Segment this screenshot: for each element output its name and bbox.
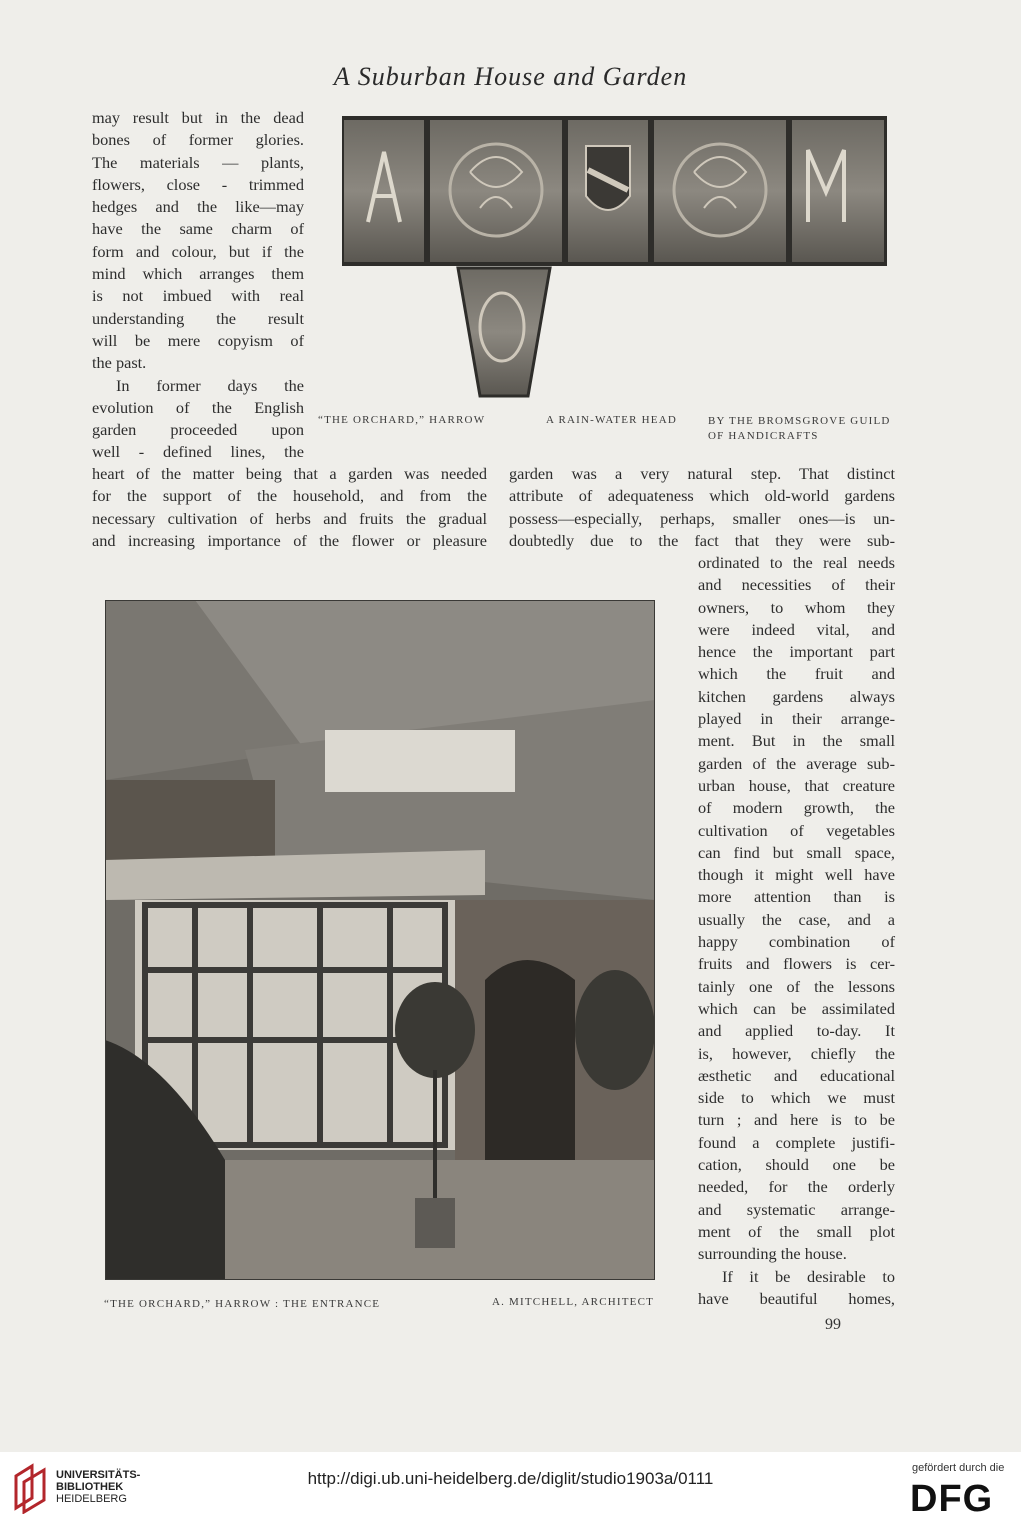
text-line: though it might well have: [698, 865, 895, 885]
text-line: heart of the matter being that a garden was needed: [92, 464, 487, 483]
page-number: 99: [825, 1316, 841, 1333]
text-line: of modern growth, the: [698, 798, 895, 818]
footer-bar: [0, 1452, 1021, 1526]
rainwater-head-photo: [340, 112, 892, 402]
text-line: and increasing importance of the flower or pleasure: [92, 530, 487, 550]
caption-entrance-right: A. MITCHELL, ARCHITECT: [492, 1296, 655, 1308]
text-line: attribute of adequateness which old-world gardens: [509, 486, 895, 506]
text-line: mind which arranges them: [92, 264, 304, 284]
text-line: ment. But in the small: [698, 731, 895, 751]
text-line: will be mere copyism of: [92, 330, 304, 350]
library-line-1: UNIVERSITÄTS-: [56, 1469, 141, 1481]
text-line: æsthetic and educational: [698, 1065, 895, 1085]
funding-label: gefördert durch die: [912, 1462, 1005, 1474]
text-line: tainly one of the lessons: [698, 976, 895, 996]
text-line: cultivation of vegetables: [698, 820, 895, 840]
dfg-logo: DFG: [910, 1478, 994, 1520]
text-line: the past.: [92, 353, 147, 373]
text-line: garden proceeded upon: [92, 420, 304, 440]
text-line: ordinated to the real needs: [698, 553, 895, 572]
text-line: is not imbued with real: [92, 286, 304, 306]
caption-rainwater-right-2: OF HANDICRAFTS: [708, 430, 819, 442]
text-line: hence the important part: [698, 642, 895, 662]
text-line: flowers, close - trimmed: [92, 174, 304, 194]
caption-rainwater-right: BY THE BROMSGROVE GUILD: [708, 415, 891, 427]
text-line: The materials — plants,: [92, 152, 304, 172]
text-line: In former days the: [116, 375, 304, 395]
text-line: necessary cultivation of herbs and fruits the gradual: [92, 508, 487, 528]
text-line: hedges and the like—may: [92, 197, 304, 217]
text-line: can find but small space,: [698, 842, 895, 862]
entrance-photo: [105, 600, 655, 1280]
library-line-2: BIBLIOTHEK: [56, 1481, 124, 1493]
caption-entrance-left: “THE ORCHARD,” HARROW : THE ENTRANCE: [104, 1298, 381, 1310]
text-line: urban house, that creature: [698, 775, 895, 795]
text-line: needed, for the orderly: [698, 1177, 895, 1197]
text-line: ment of the small plot: [698, 1221, 895, 1241]
text-line: understanding the result: [92, 308, 304, 328]
text-line: and systematic arrange-: [698, 1199, 895, 1219]
text-line: have beautiful homes,: [698, 1288, 895, 1308]
text-line: played in their arrange-: [698, 709, 895, 729]
text-line: more attention than is: [698, 887, 895, 907]
text-column-top-left: [92, 107, 304, 464]
text-column-right-narrow: [698, 552, 895, 1310]
caption-rainwater-left: “THE ORCHARD,” HARROW: [318, 414, 486, 426]
text-line: doubtedly due to the fact that they were sub-: [509, 530, 895, 550]
text-line: side to which we must: [698, 1088, 895, 1108]
text-line: usually the case, and a: [698, 909, 895, 929]
text-line: for the support of the household, and from the: [92, 486, 487, 506]
running-title: A Suburban House and Garden: [333, 62, 688, 91]
text-line: garden of the average sub-: [698, 753, 895, 773]
text-line: turn ; and here is to be: [698, 1110, 895, 1130]
text-line: may result but in the dead: [92, 108, 304, 127]
text-line: garden was a very natural step. That distinct: [509, 464, 895, 483]
text-line: were indeed vital, and: [698, 619, 895, 639]
permalink-url[interactable]: http://digi.ub.uni-heidelberg.de/diglit/studio1903a/0111: [307, 1469, 714, 1488]
text-line: found a complete justifi-: [698, 1132, 895, 1152]
text-line: cation, should one be: [698, 1155, 895, 1175]
text-line: kitchen gardens always: [698, 686, 895, 706]
text-line: and necessities of their: [698, 575, 895, 595]
text-column-mid-right: [509, 463, 895, 552]
text-line: which the fruit and: [698, 664, 895, 684]
text-line: If it be desirable to: [722, 1266, 895, 1286]
text-line: happy combination of: [698, 932, 895, 952]
text-line: owners, to whom they: [698, 597, 895, 617]
text-line: form and colour, but if the: [92, 241, 304, 261]
text-line: evolution of the English: [92, 397, 304, 417]
text-line: possess—especially, perhaps, smaller ones—is un-: [509, 508, 895, 528]
text-line: is, however, chiefly the: [698, 1043, 895, 1063]
text-line: which can be assimilated: [698, 998, 895, 1018]
text-line: fruits and flowers is cer-: [698, 954, 895, 974]
caption-rainwater-mid: A RAIN-WATER HEAD: [546, 414, 678, 426]
library-line-3: HEIDELBERG: [56, 1493, 127, 1505]
text-line: bones of former glories.: [92, 130, 304, 150]
text-line: and applied to-day. It: [698, 1021, 895, 1041]
text-line: surrounding the house.: [698, 1244, 847, 1264]
text-line: well - defined lines, the: [92, 442, 304, 462]
text-column-mid-left: [92, 463, 487, 552]
text-line: have the same charm of: [92, 219, 304, 239]
